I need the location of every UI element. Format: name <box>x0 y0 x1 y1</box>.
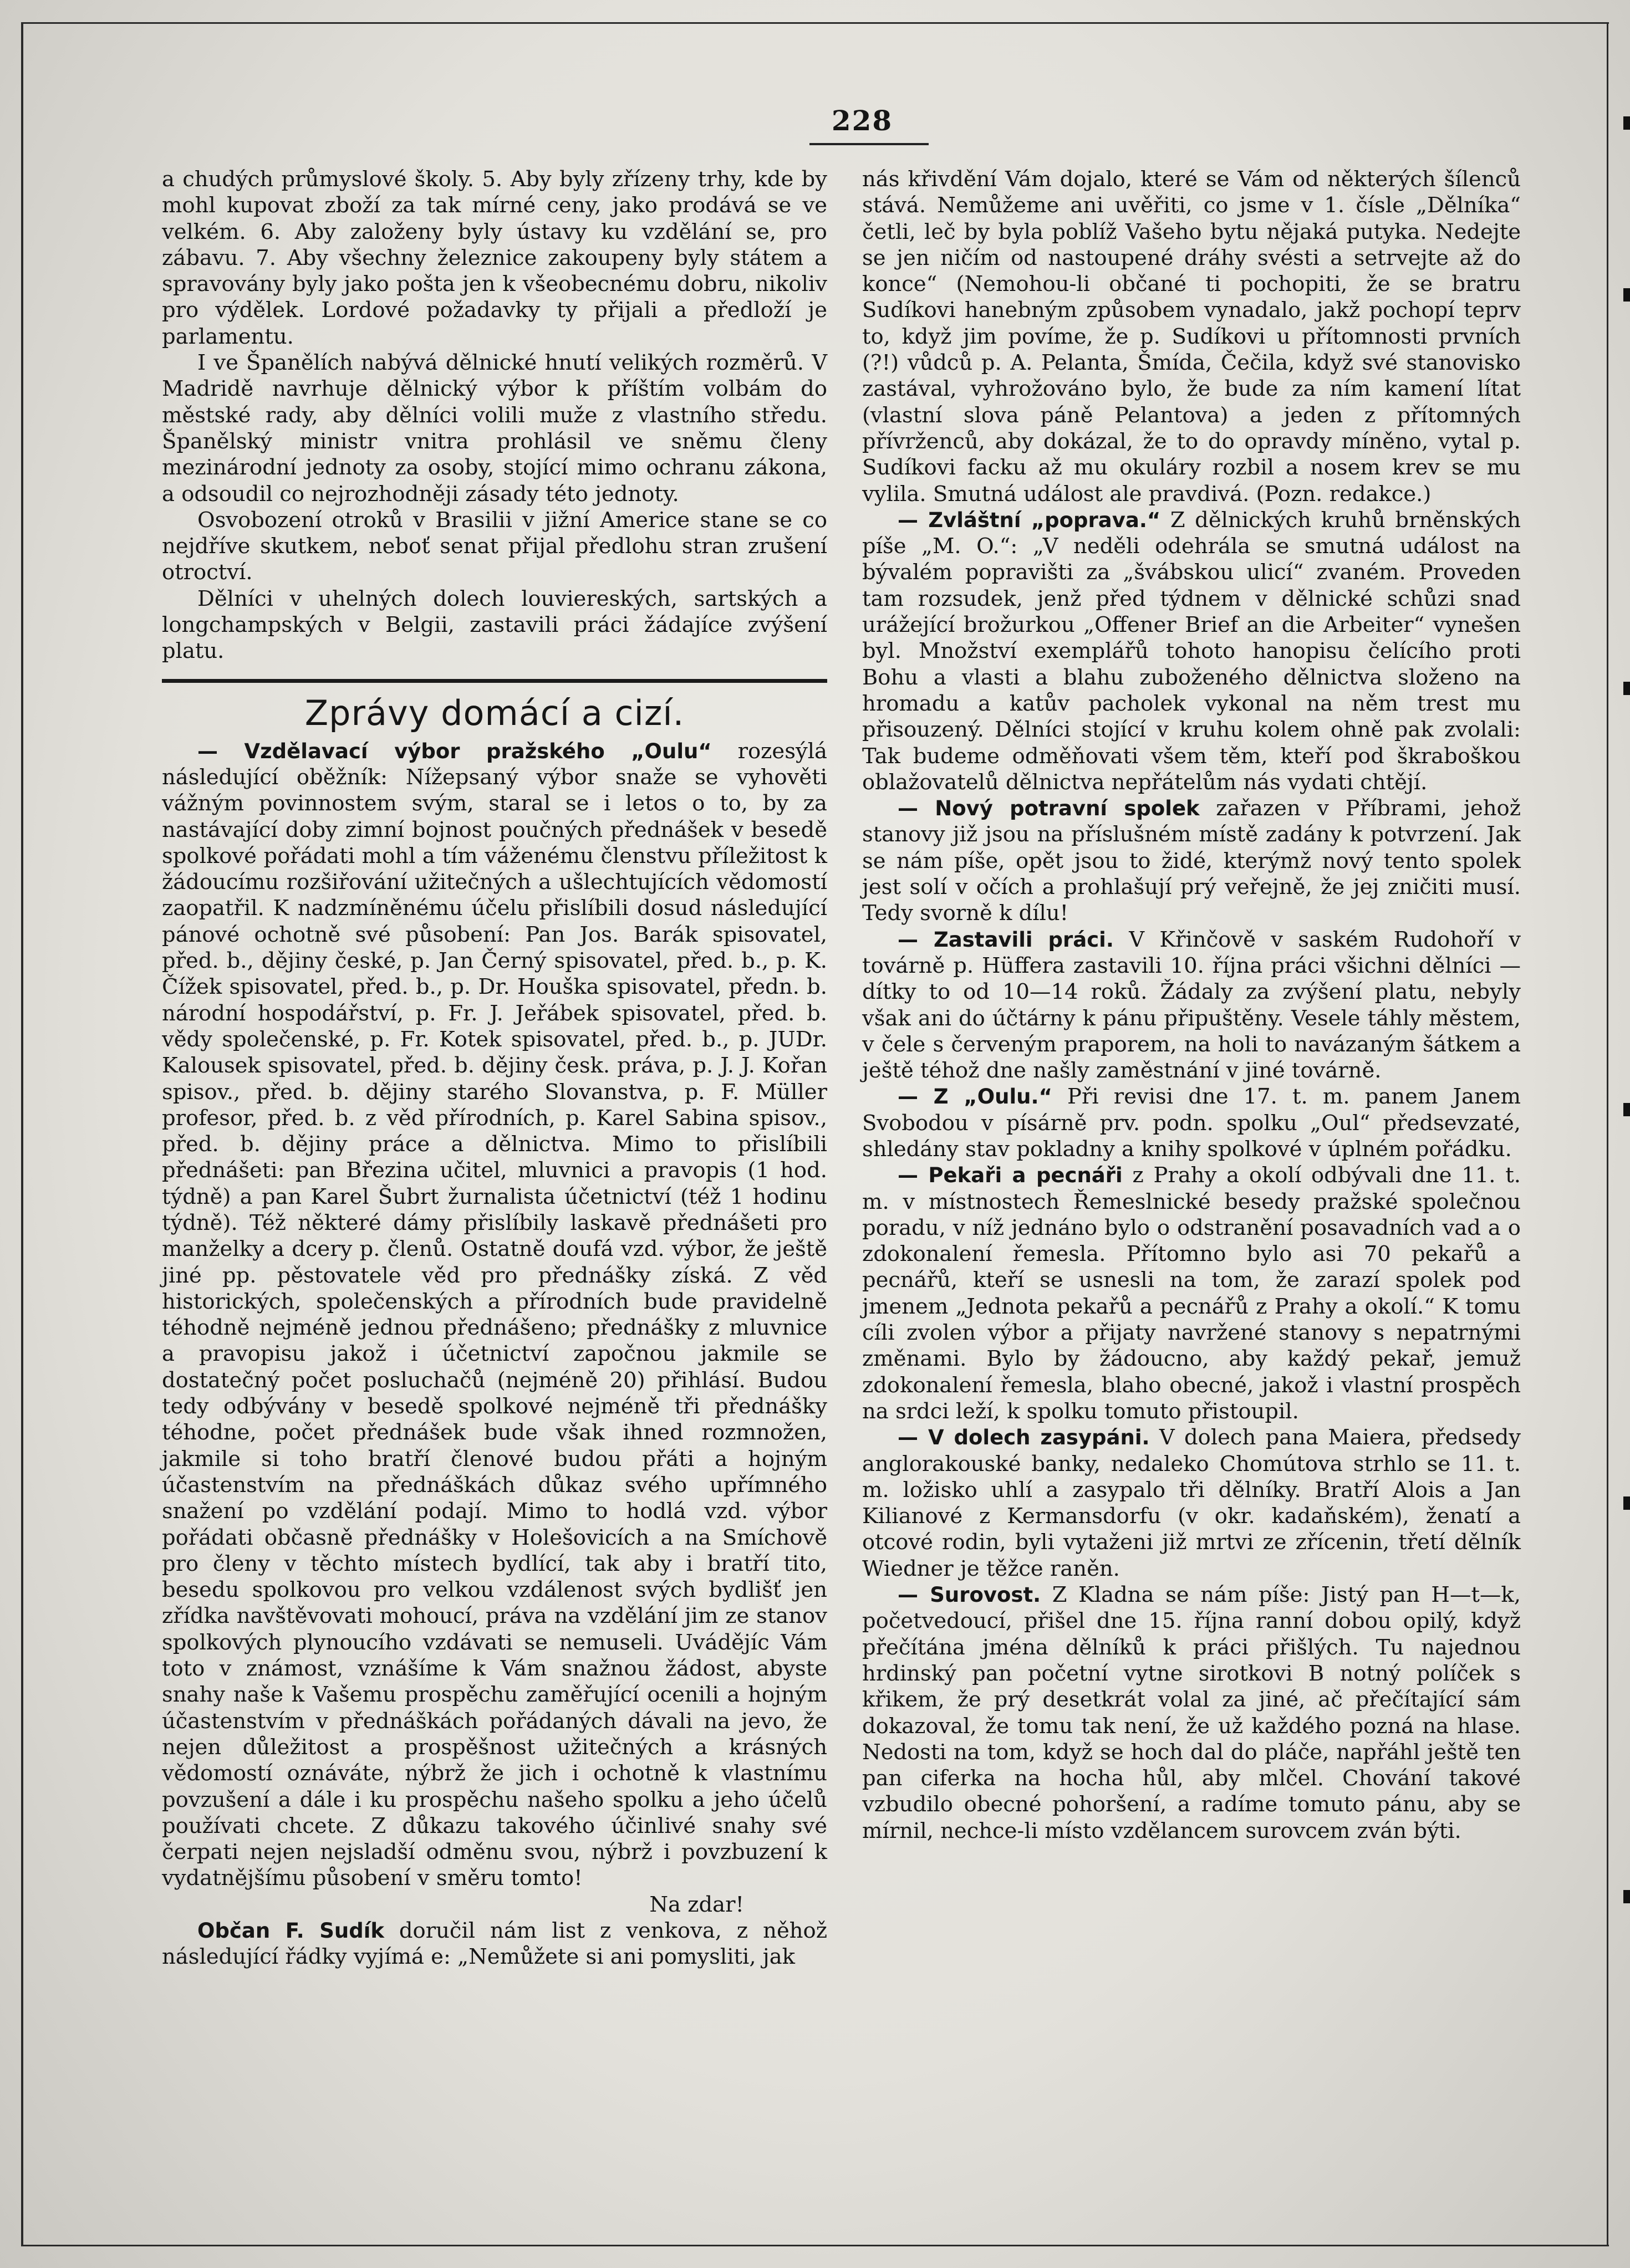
article-heading: — Vzdělavací výbor pražského „Oulu“ <box>197 739 712 763</box>
article-text: rozesýlá následující oběžník: Nížepsaný výbor snaže se vyhověti vážným povinnostem svým, staral se i letos o to, by za nastávající doby zimní bojnost poučných přednášek v besedě spolkové pořádati mohl a tím váženému členstvu příležitost k žádoucímu rozšiřování užitečných a ušlechtujících vědomostí zaopatřil. K nadzmíněnému účelu přislíbili dosud následující pánové ochotně své působení: Pan Jos. Barák spisovatel, před. b., dějiny české, p. Jan Černý spisovatel, před. b., p. K. Čížek spisovatel, před. b., p. Dr. Houška spisovatel, předn. b. národní hospodářství, p. Fr. J. Jeřábek spisovatel, před. b. vědy společenské, p. Fr. Kotek spisovatel, před. b., p. JUDr. Kalousek spisovatel, před. b. dějiny česk. práva, p. J. J. Kořan spisov., před. b. dějiny starého Slovanstva, p. F. Müller profesor, před. b. z věd přírodních, p. Karel Sabina spisov., před. b. dějiny práce a dělnictva. Mimo to přislíbili přednášeti: pan Březina učitel, mluvnici a pravopis (1 hod. týdně) a pan Karel Šubrt žurnalista účetnictví (též 1 hodinu týdně). Též některé dámy přislíbily laskavě přednášeti pro manželky a dcery p. členů. Ostatně doufá vzd. výbor, že ještě jiné pp. pěstovatele věd pro přednášky získá. Z věd historických, společenských a přírodních bude pravidelně téhodně nejméně jednou přednášeno; přednášky z mluvnice a pravopisu jakož i účetnictví započnou jakmile se dostatečný počet posluchačů (nejméně 20) přihlásí. Budou tedy odbývány v besedě spolkové nejméně tři přednášky téhodne, počet přednášek bude však ihned rozmnožen, jakmile si toho bratří členové budou přáti a hojným účastenstvím na přednáškách důkaz svého upřímného snažení po vzdělání podají. Mimo to hodlá vzd. výbor pořádati občasně přednášky v Holešovicích a na Smíchově pro členy v těchto místech bydlící, tak aby i bratří tito, besedu spolkovou pro velkou vzdálenost svých bydlišť jen zřídka navštěvovati mohoucí, práva na vzdělání jim ze stanov spolkových plynoucího vzdávati se nemuseli. Uvádějíc Vám toto v známost, vznášíme k Vám snažnou žádost, abyste snahy naše k Vašemu prospěchu zaměřující ocenili a hojným účastenstvím v přednáškách pořádaných dávali na jevo, že nejen důležitost a prospěšnost užitečných a krásných vědomostí oznáváte, nýbrž že jich i ochotně k vlastnímu povzušení a dále i ku prospěchu našeho spolku a jeho účelů používati chcete. Z důkazu takového účinlivé snahy své čerpati nejen nejsladší odměnu svou, nýbrž i povzbuzení k vydatnějšímu působení v směru tomto! <box>162 738 827 1891</box>
article-text: Z Kladna se nám píše: Jistý pan H—t—k, početvedoucí, přišel dne 15. října ranní dobou opilý, když přečítána jména dělníků k práci přišlých. Tu najednou hrdinský pan početní vytne sirotkovi B notný políček s křikem, že prý desetkrát volal za jiné, ač přečítající sám dokazoval, že tomu tak není, že už každého pozná na hlase. Nedosti na tom, když se hoch dal do pláče, napřáhl ještě ten pan ciferka na hocha hůl, aby mlčel. Chování takové vzbudilo obecné pohoršení, a radíme tomuto pánu, aby se mírnil, nechce-li místo vzdělancem surovcem zván býti. <box>862 1582 1521 1843</box>
edge-mark <box>1623 682 1630 695</box>
paragraph-lordove: a chudých průmyslové školy. 5. Aby byly zřízeny trhy, kde by mohl kupovat zboží za tak mírné ceny, jako prodává se ve velkém. 6. Aby založeny byly ústavy ku vzdělání se, pro zábavu. 7. Aby všechny železnice zakoupeny byly státem a spravovány byly jako pošta jen k všeobecnému dobru, nikoliv pro výdělek. Lordové požadavky ty přijali a předloží je parlamentu. <box>162 167 827 349</box>
article-heading: — Pekaři a pecnáři <box>898 1163 1123 1188</box>
article-text: doručil nám list z venkova, z něhož následující řádky vyjímá e: „Nemůžete si ani pomysliti, jak <box>162 1918 827 1970</box>
article-text: Z dělnických kruhů brněnských píše „M. O.“: „V neděli odehrála se smutná událost na bývalém popravišti za „švábskou ulicí“ zvaném. Proveden tam rozsudek, jenž před týdnem v dělnické schůzi snad urážející brožurkou „Offener Brief an die Arbeiter“ vynešen byl. Množství exemplářů tohoto hanopisu čelícího proti Bohu a vlasti a blahu zuboženého dělnictva složeno na hromadu a katův pacholek vykonal na něm trest mu přisouzený. Dělníci stojící v kruhu kolem ohně pak zvolali: Tak budeme odměňovati všem těm, kteří pod škraboškou oblažovatelů dělnictva nepřátelům nás vydati chtějí. <box>862 507 1521 795</box>
paragraph-sudik-continued: nás křivdění Vám dojalo, které se Vám od některých šílenců stává. Nemůžeme ani uvěřiti, co jsme v 1. čísle „Dělníka“ četli, leč by byla poblíž Vašeho bytu nějaká putyka. Nedejte se jen ničím od nastoupené dráhy svésti a setrvejte až do konce“ (Nemohou-li občané ti pochopiti, že se bratru Sudíkovi hanebným způsobem vynadalo, jakž pochopí teprv to, když jim povíme, že p. Sudíkovi u přítomnosti prvních (?!) vůdců p. A. Pelanta, Šmída, Čečila, když své stanovisko zastával, vyhrožováno bylo, že bude za ním kamení lítat (vlastní slova páně Pelantova) a jeden z přítomných přívrženců, aby dokázal, že to do opravdy míněno, vytal p. Sudíkovi facku až mu okuláry rozbil a nosem krev se mu vylila. Smutná událost ale pravdivá. (Pozn. redakce.) <box>862 167 1521 507</box>
paragraph-belgie: Dělníci v uhelných dolech louviereských, sartských a longchampských v Belgii, zastavili práci žádajíce zvýšení platu. <box>162 586 827 664</box>
article-pekari <box>862 1162 1521 1424</box>
article-vzdelavaci-vybor <box>162 738 827 1892</box>
paragraph-brasilie: Osvobození otroků v Brasilii v jižní Americe stane se co nejdříve skutkem, neboť senat přijal předlohu stran zrušení otroctví. <box>162 507 827 585</box>
edge-mark <box>1623 1103 1630 1116</box>
signoff-row <box>162 1892 827 1918</box>
article-heading: — Nový potravní spolek <box>898 796 1200 821</box>
left-column <box>162 166 827 1970</box>
article-heading: — Zastavili práci. <box>898 927 1114 952</box>
edge-mark <box>1623 288 1630 302</box>
article-text: zařazen v Příbrami, jehož stanovy již jsou na příslušném místě zadány k potvrzení. Jak se nám píše, opět jsou to židé, kterýmž nový tento spolek jest solí v očích a prohlašují prý veřejně, že jej zničiti musí. Tedy svorně k dílu! <box>862 796 1521 926</box>
article-heading: — Z „Oulu.“ <box>898 1085 1052 1109</box>
article-poprava <box>862 507 1521 795</box>
edge-mark <box>1623 1496 1630 1510</box>
right-column <box>862 166 1521 1844</box>
paragraph-spanely: I ve Španělích nabývá dělnické hnutí velikých rozměrů. V Madridě navrhuje dělnický výbor k příštím volbám do městské rady, aby dělníci volili muže z vlastního středu. Španělský ministr vnitra prohlásil ve sněmu členy mezinárodní jednoty za osoby, stojící mimo ochranu zákona, a odsoudil co nejrozhodněji zásady této jednoty. <box>162 350 827 507</box>
article-heading: Občan F. Sudík <box>197 1919 384 1943</box>
edge-mark <box>1623 1890 1630 1903</box>
article-text: V dolech pana Maiera, předsedy anglorakouské banky, nedaleko Chomútova strhlo se 11. t. m. ložisko uhlí a zasypalo tři dělníky. Bratří Alois a Jan Kilianové z Kermansdorfu (v okr. kadaňském), ženatí a otcové rodin, byli vytaženi již mrtvi ze zřícenin, třetí dělník Wiedner je těžce raněn. <box>862 1425 1521 1581</box>
article-potravni-spolek <box>862 795 1521 926</box>
frame-line-bottom <box>21 2245 1609 2246</box>
article-text: V Křinčově v saském Rudohoří v továrně p. Hüffera zastavili 10. října práci všichni dělníci — dítky to od 10—14 roků. Žádaly za zvýšení platu, nebyly však ani do účtárny k pánu připuštěny. Vesele táhly městem, v čele s červeným praporem, na holi to navázaným šátkem a ještě téhož dne našly zaměstnání v jiné továrně. <box>862 927 1521 1084</box>
article-v-dolech <box>862 1424 1521 1582</box>
article-text: Při revisi dne 17. t. m. panem Janem Svobodou v písárně prv. podn. spolku „Oul“ předsevzaté, shledány stav pokladny a knihy spolkové v úplném pořádku. <box>862 1084 1521 1162</box>
article-heading: — Surovost. <box>898 1583 1041 1607</box>
article-heading: — V dolech zasypáni. <box>898 1426 1150 1450</box>
page-number: 228 <box>831 104 893 137</box>
edge-mark <box>1623 116 1630 130</box>
signoff: Na zdar! <box>649 1892 744 1917</box>
frame-line-top <box>21 22 1609 24</box>
page-number-rule <box>809 143 929 145</box>
section-divider <box>162 679 827 683</box>
article-sudik <box>162 1918 827 1970</box>
article-zastavili-praci <box>862 927 1521 1084</box>
frame-line-right <box>1607 22 1608 2246</box>
frame-line-left <box>21 22 23 2246</box>
article-z-oulu <box>862 1084 1521 1162</box>
article-text: z Prahy a okolí odbývali dne 11. t. m. v místnostech Řemeslnické besedy pražské společnou poradu, v níž jednáno bylo o odstranění posavadních vad a o zdokonalení řemesla. Přítomno bylo asi 70 pekařů a pecnářů, kteří se usnesli na tom, že zarazí spolek pod jmenem „Jednota pekařů a pecnářů z Prahy a okolí.“ K tomu cíli zvolen výbor a přijaty navržené stanovy s nepatrnými změnami. Bylo by žádoucno, aby každý pekař, jemuž zdokonalení řemesla, blaho obecné, jakož i vlastní prospěch na srdci leží, k spolku tomuto přistoupil. <box>862 1163 1521 1424</box>
section-title: Zprávy domácí a cizí. <box>304 692 685 733</box>
article-heading: — Zvláštní „poprava.“ <box>898 508 1161 532</box>
article-surovost <box>862 1582 1521 1844</box>
